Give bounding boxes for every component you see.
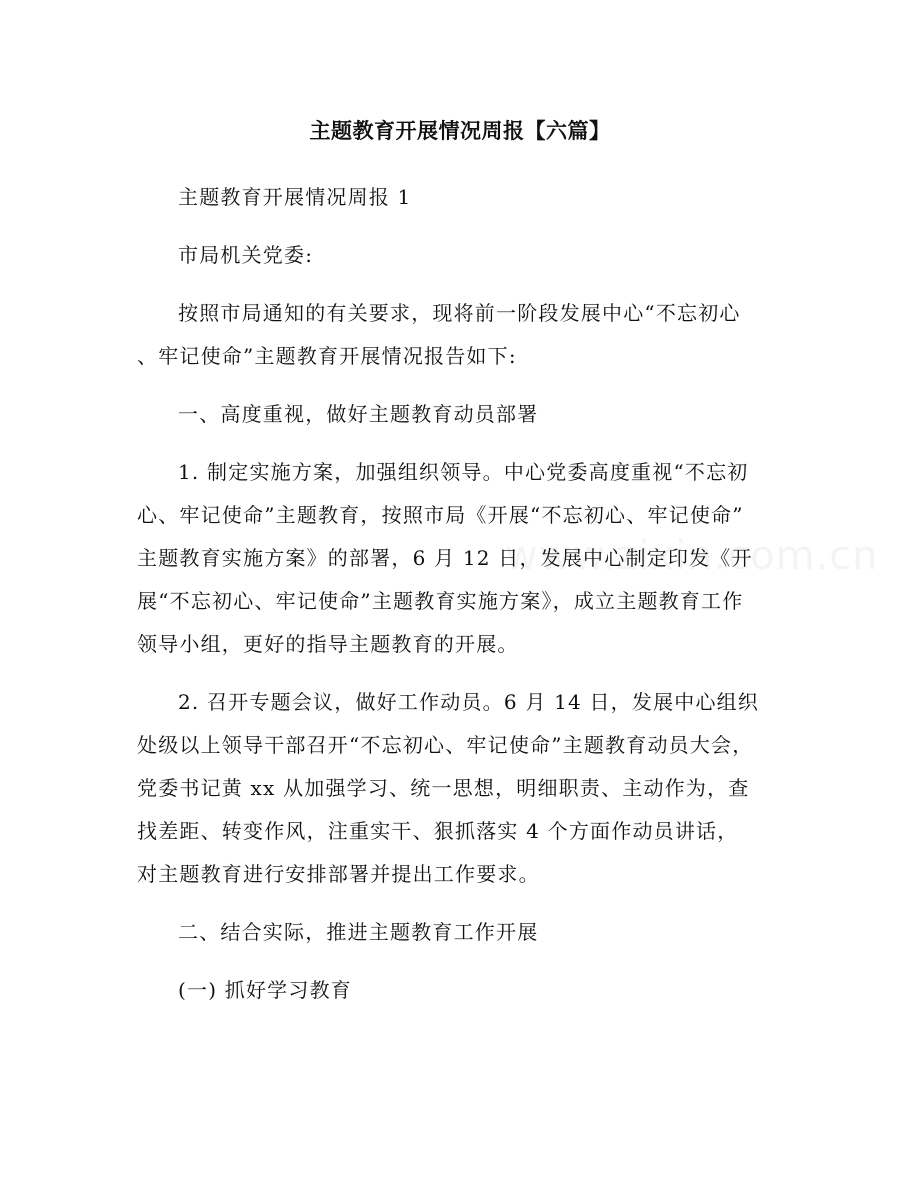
section-1-item-1-line-4: 展“不忘初心、牢记使命”主题教育实施方案》，成立主题教育工作 <box>137 589 744 613</box>
intro-line-1: 按照市局通知的有关要求，现将前一阶段发展中心“不忘初心 <box>178 301 741 325</box>
section-1-item-1-line-3: 主题教育实施方案》的部署，6 月 12 日，发展中心制定印发《开 <box>137 546 753 570</box>
intro-line-2: 、牢记使命”主题教育开展情况报告如下: <box>137 344 517 368</box>
section-1-item-2-line-2: 处级以上领导干部召开“不忘初心、牢记使命”主题教育动员大会， <box>137 733 754 757</box>
section-1-item-2-line-5: 对主题教育进行安排部署并提出工作要求。 <box>137 862 540 886</box>
section-2-heading: 二、结合实际，推进主题教育工作开展 <box>178 920 539 944</box>
section-1-item-2-line-3: 党委书记黄 xx 从加强学习、统一思想，明细职责、主动作为，查 <box>137 776 750 800</box>
section-2-sub-1: (一) 抓好学习教育 <box>178 978 352 1002</box>
document-subtitle: 主题教育开展情况周报 1 <box>178 185 412 209</box>
section-1-item-2-line-1: 2. 召开专题会议，做好工作动员。6 月 14 日，发展中心组织 <box>178 690 760 714</box>
document-title: 主题教育开展情况周报【六篇】 <box>309 119 611 143</box>
section-1-item-2-line-4: 找差距、转变作风，注重实干、狠抓落实 4 个方面作动员讲话， <box>137 819 739 843</box>
section-1-item-1-line-5: 领导小组，更好的指导主题教育的开展。 <box>137 632 519 656</box>
section-1-item-1-line-1: 1. 制定实施方案，加强组织领导。中心党委高度重视“不忘初 <box>178 460 749 484</box>
section-1-item-1-line-2: 心、牢记使命”主题教育，按照市局《开展“不忘初心、牢记使命” <box>137 503 744 527</box>
salutation: 市局机关党委: <box>178 243 314 267</box>
section-1-heading: 一、高度重视，做好主题教育动员部署 <box>178 402 539 426</box>
